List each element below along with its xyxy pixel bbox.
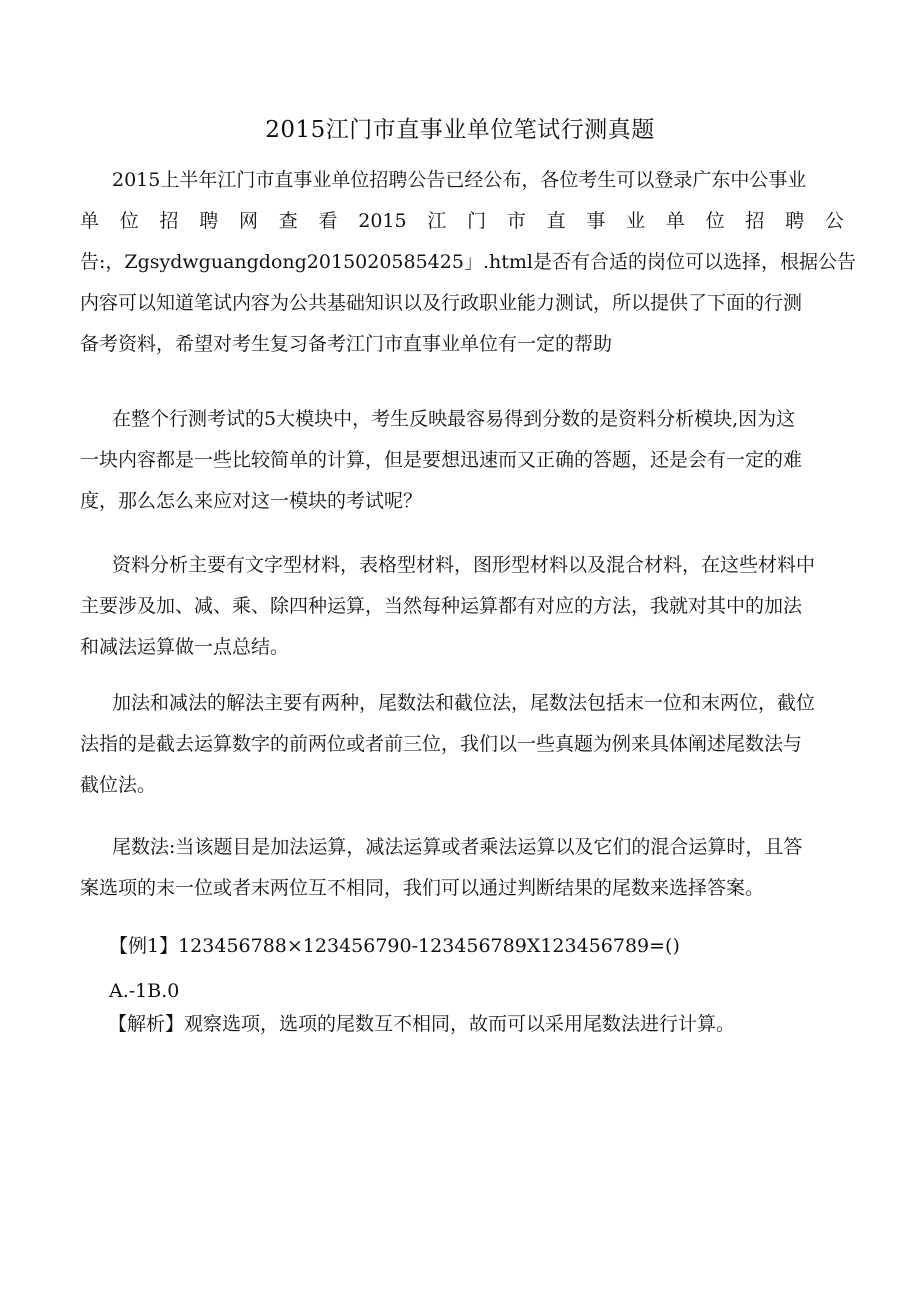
spread-char: 2015 bbox=[358, 210, 407, 232]
answer-options: A.-1B.0 bbox=[109, 980, 180, 1002]
paragraph-line: 一块内容都是一些比较简单的计算，但是要想迅速而又正确的答题，还是会有一定的难 bbox=[80, 449, 803, 471]
spread-char: 招 bbox=[159, 210, 179, 232]
spread-char: 位 bbox=[119, 210, 139, 232]
spread-char: 看 bbox=[318, 210, 338, 232]
spread-char: 江 bbox=[427, 210, 447, 232]
paragraph-line: 内容可以知道笔试内容为公共基础知识以及行政职业能力测试，所以提供了下面的行测 bbox=[80, 292, 803, 314]
spread-char: 业 bbox=[626, 210, 646, 232]
paragraph-line: 加法和减法的解法主要有两种，尾数法和截位法，尾数法包括末一位和末两位，截位 bbox=[112, 692, 816, 714]
paragraph-line: 告:，Zgsydwguangdong2015020585425」.html是否有合适的岗位可以选择，根据公告 bbox=[80, 251, 856, 273]
paragraph-announcement bbox=[80, 160, 856, 365]
paragraph-methods bbox=[80, 683, 844, 806]
paragraph-line: 法指的是截去运算数字的前两位或者前三位，我们以一些真题为例来具体阐述尾数法与 bbox=[80, 733, 803, 755]
spread-char: 事 bbox=[586, 210, 606, 232]
spread-char: 网 bbox=[239, 210, 259, 232]
paragraph-tail-method bbox=[80, 827, 844, 909]
document-title: 2015江门市直事业单位笔试行测真题 bbox=[265, 117, 655, 143]
paragraph-line: 主要涉及加、减、乘、除四种运算，当然每种运算都有对应的方法，我就对其中的加法 bbox=[80, 595, 803, 617]
spread-char: 公 bbox=[824, 210, 844, 232]
spread-char: 聘 bbox=[199, 210, 219, 232]
paragraph-line: 截位法。 bbox=[80, 774, 157, 796]
spread-char: 聘 bbox=[785, 210, 805, 232]
paragraph-line: 资料分析主要有文字型材料，表格型材料，图形型材料以及混合材料，在这些材料中 bbox=[112, 554, 816, 576]
spread-char: 查 bbox=[278, 210, 298, 232]
spread-char: 门 bbox=[467, 210, 487, 232]
paragraph-line: 在整个行测考试的5大模块中，考生反映最容易得到分数的是资料分析模块,因为这 bbox=[112, 408, 796, 430]
paragraph-line: 度，那么怎么来应对这一模块的考试呢？ bbox=[80, 490, 423, 512]
spread-char: 位 bbox=[705, 210, 725, 232]
paragraph-line: 案选项的末一位或者末两位互不相同，我们可以通过判断结果的尾数来选择答案。 bbox=[80, 877, 765, 899]
spread-char: 直 bbox=[546, 210, 566, 232]
paragraph-line: 2015上半年江门市直事业单位招聘公告已经公布，各位考生可以登录广东中公事业 bbox=[112, 169, 807, 191]
paragraph-data-analysis bbox=[80, 399, 844, 522]
analysis-text: 【解析】观察选项，选项的尾数互不相同，故而可以采用尾数法进行计算。 bbox=[108, 1013, 736, 1035]
paragraph-line: 尾数法:当该题目是加法运算，减法运算或者乘法运算以及它们的混合运算时，且答 bbox=[112, 836, 803, 858]
spread-char: 单 bbox=[80, 210, 100, 232]
example-question: 【例1】123456788×123456790-123456789X123456789=() bbox=[109, 935, 680, 957]
paragraph-line: 备考资料，希望对考生复习备考江门市直事业单位有一定的帮助 bbox=[80, 333, 613, 355]
spread-char: 招 bbox=[745, 210, 765, 232]
spread-char: 市 bbox=[506, 210, 526, 232]
paragraph-material-types bbox=[80, 545, 844, 668]
paragraph-line: 和减法运算做一点总结。 bbox=[80, 636, 290, 658]
paragraph-line-spread bbox=[80, 201, 844, 242]
spread-char: 单 bbox=[665, 210, 685, 232]
